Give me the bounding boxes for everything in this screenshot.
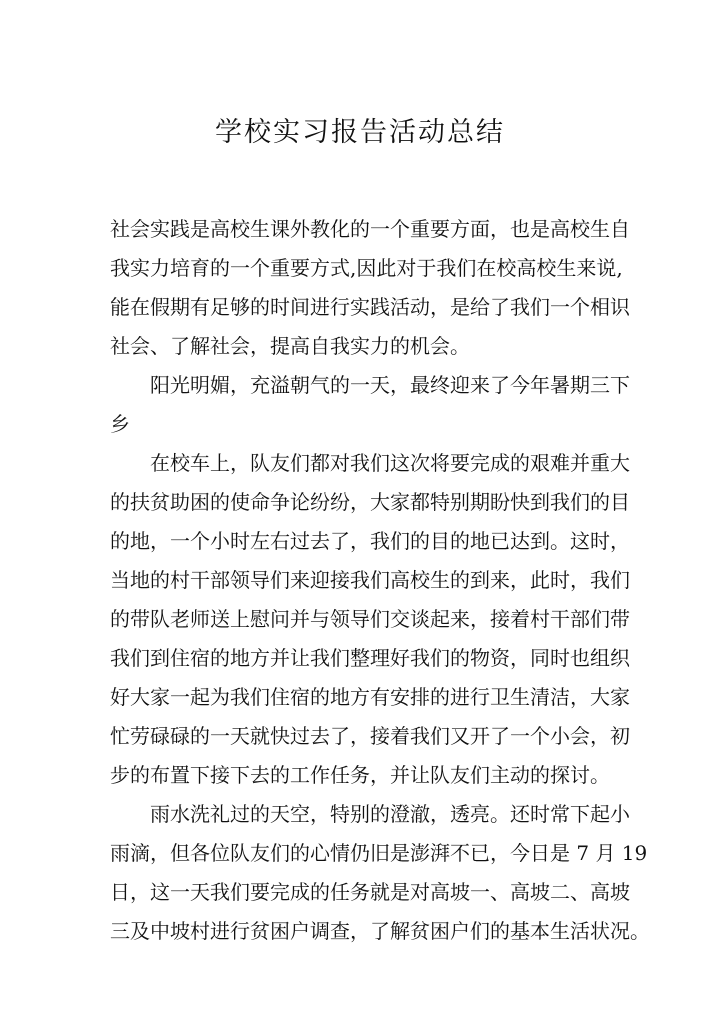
text-line: 步的布置下接下去的工作任务，并让队友们主动的探讨。 [110,763,610,787]
text-line: 的带队老师送上慰问并与领导们交谈起来，接着村干部们带 [110,607,630,631]
text-line: 日，这一天我们要完成的任务就是对高坡一、高坡二、高坡 [110,880,630,904]
text-line: 雨滴，但各位队友们的心情仍旧是澎湃不已，今日是 7 月 19 [110,841,648,865]
body-text [110,210,650,951]
text-line: 忙劳碌碌的一天就快过去了，接着我们又开了一个小会，初 [110,724,630,748]
text-line: 阳光明媚，充溢朝气的一天，最终迎来了今年暑期三下 [150,373,630,397]
text-line: 的地，一个小时左右过去了，我们的目的地已达到。这时， [110,529,630,553]
text-line: 三及中坡村进行贫困户调查，了解贫困户们的基本生活状况。 [110,919,650,943]
text-line: 乡 [110,412,130,436]
text-line: 好大家一起为我们住宿的地方有安排的进行卫生清洁，大家 [110,685,630,709]
text-line: 我们到住宿的地方并让我们整理好我们的物资，同时也组织 [110,646,630,670]
page-title: 学校实习报告活动总结 [215,117,505,148]
text-line: 当地的村干部领导们来迎接我们高校生的到来，此时，我们 [110,568,630,592]
text-line: 能在假期有足够的时间进行实践活动，是给了我们一个相识 [110,295,630,319]
text-line: 雨水洗礼过的天空，特别的澄澈，透亮。还时常下起小 [150,802,630,826]
text-line: 我实力培育的一个重要方式,因此对于我们在校高校生来说, [110,256,623,280]
text-line: 社会实践是高校生课外教化的一个重要方面，也是高校生自 [110,217,630,241]
text-line: 在校车上，队友们都对我们这次将要完成的艰难并重大 [150,451,630,475]
text-line: 社会、了解社会，提高自我实力的机会。 [110,334,470,358]
text-line: 的扶贫助困的使命争论纷纷，大家都特别期盼快到我们的目 [110,490,630,514]
